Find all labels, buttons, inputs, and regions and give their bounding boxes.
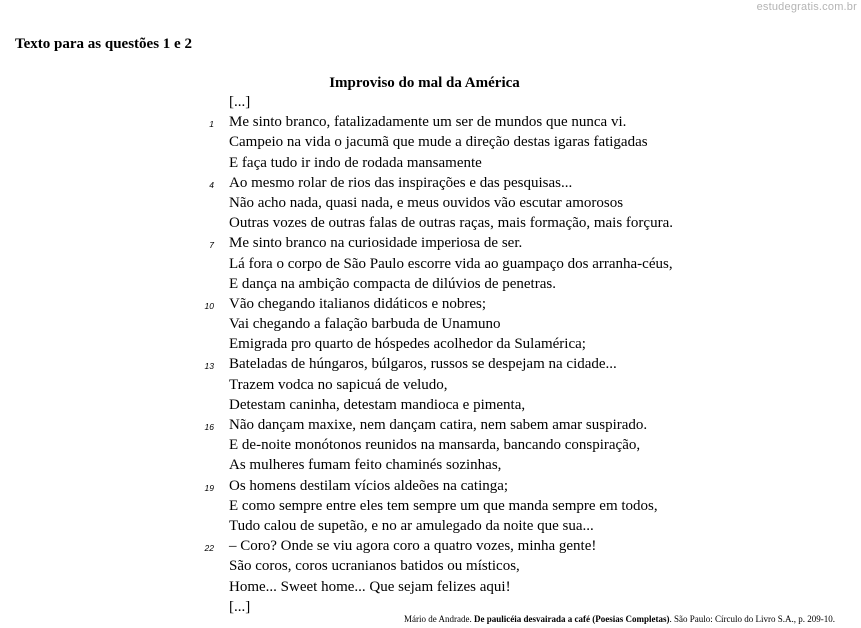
poem-body	[0, 92, 861, 617]
verse-number: 7	[209, 240, 214, 251]
verse-text: Vão chegando italianos didáticos e nobres;	[229, 295, 487, 312]
verse-text: E faça tudo ir indo de rodada mansamente	[229, 154, 482, 171]
verse-line	[0, 476, 861, 496]
verse-line	[0, 112, 861, 132]
verse-text: E dança na ambição compacta de dilúvios de penetras.	[229, 275, 556, 292]
citation	[404, 614, 835, 624]
verse-line	[0, 314, 861, 334]
verse-text: Emigrada pro quarto de hóspedes acolhedor da Sulamérica;	[229, 336, 586, 353]
verse-text: São coros, coros ucranianos batidos ou místicos,	[229, 558, 520, 575]
verse-line	[0, 92, 861, 112]
verse-number: 13	[204, 361, 214, 372]
verse-text: Home... Sweet home... Que sejam felizes aqui!	[229, 578, 511, 595]
verse-number: 4	[209, 179, 214, 190]
verse-text: [...]	[229, 598, 251, 615]
site-watermark: estudegratis.com.br	[756, 1, 857, 13]
verse-line	[0, 556, 861, 576]
verse-line	[0, 435, 861, 455]
verse-number: 22	[204, 543, 214, 554]
verse-line	[0, 274, 861, 294]
verse-line	[0, 193, 861, 213]
verse-text: Me sinto branco na curiosidade imperiosa de ser.	[229, 235, 523, 252]
verse-line	[0, 213, 861, 233]
verse-line	[0, 173, 861, 193]
verse-text: Ao mesmo rolar de rios das inspirações e das pesquisas...	[229, 174, 573, 191]
verse-line	[0, 395, 861, 415]
verse-text: [...]	[229, 94, 251, 110]
verse-line	[0, 415, 861, 435]
section-heading: Texto para as questões 1 e 2	[15, 36, 192, 52]
verse-text: Detestam caninha, detestam mandioca e pimenta,	[229, 396, 526, 413]
verse-line	[0, 354, 861, 374]
verse-text: Os homens destilam vícios aldeões na catinga;	[229, 477, 509, 494]
verse-number: 1	[209, 119, 214, 130]
verse-line	[0, 375, 861, 395]
verse-line	[0, 455, 861, 475]
verse-text: Bateladas de húngaros, búlgaros, russos se despejam na cidade...	[229, 356, 617, 373]
citation-book-title: De paulicéia desvairada a café (Poesias Completas)	[474, 614, 670, 624]
citation-publisher: . São Paulo: Círculo do Livro S.A., p. 209-10.	[669, 614, 835, 624]
verse-text: E de-noite monótonos reunidos na mansarda, bancando conspiração,	[229, 437, 641, 454]
verse-text: – Coro? Onde se viu agora coro a quatro vozes, minha gente!	[229, 538, 597, 555]
verse-text: Campeio na vida o jacumã que mude a direção destas igaras fatigadas	[229, 134, 648, 151]
poem-title: Improviso do mal da América	[329, 75, 520, 91]
verse-line	[0, 496, 861, 516]
verse-line	[0, 577, 861, 597]
verse-number: 10	[204, 300, 214, 311]
verse-text: Tudo calou de supetão, e no ar amulegado da noite que sua...	[229, 517, 594, 534]
verse-line	[0, 254, 861, 274]
verse-text: Não dançam maxixe, nem dançam catira, nem sabem amar suspirado.	[229, 417, 648, 433]
verse-number: 19	[204, 482, 214, 493]
verse-text: As mulheres fumam feito chaminés sozinhas,	[229, 457, 502, 474]
citation-author: Mário de Andrade.	[404, 614, 472, 624]
verse-text: Outras vozes de outras falas de outras raças, mais formação, mais forçura.	[229, 215, 673, 232]
verse-line	[0, 132, 861, 152]
verse-line	[0, 294, 861, 314]
verse-text: Me sinto branco, fatalizadamente um ser de mundos que nunca vi.	[229, 114, 627, 131]
verse-text: Não acho nada, quasi nada, e meus ouvidos vão escutar amorosos	[229, 194, 624, 211]
verse-text: E como sempre entre eles tem sempre um que manda sempre em todos,	[229, 497, 658, 514]
verse-line	[0, 153, 861, 173]
verse-line	[0, 516, 861, 536]
verse-text: Lá fora o corpo de São Paulo escorre vida ao guampaço dos arranha-céus,	[229, 255, 673, 272]
verse-line	[0, 536, 861, 556]
verse-number: 16	[204, 422, 214, 432]
verse-text: Vai chegando a falação barbuda de Unamuno	[229, 316, 501, 333]
verse-line	[0, 233, 861, 253]
verse-line	[0, 334, 861, 354]
verse-text: Trazem vodca no sapicuá de veludo,	[229, 376, 448, 393]
